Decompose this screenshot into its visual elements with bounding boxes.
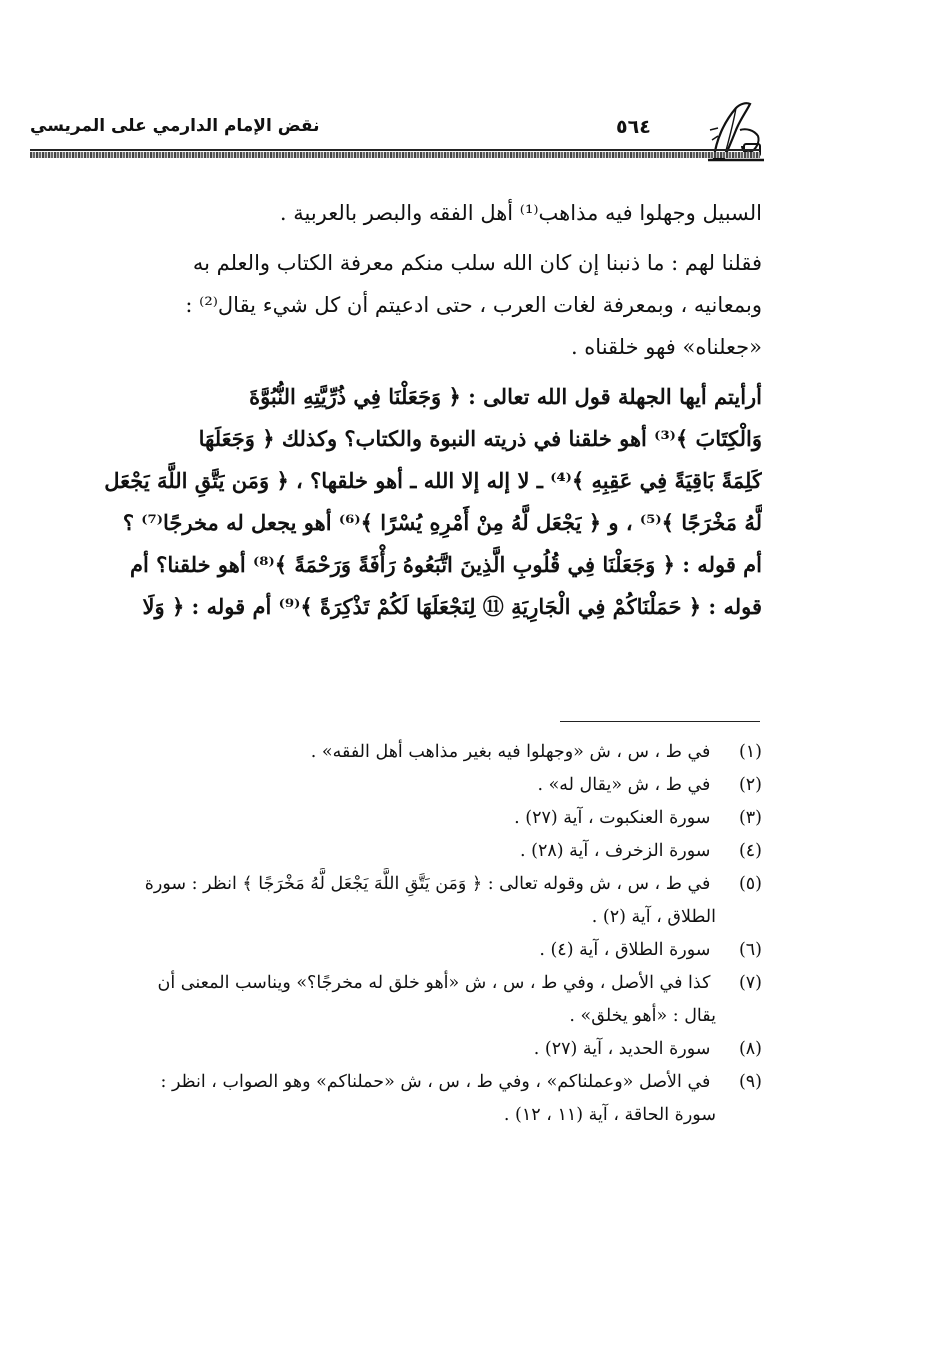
header-title: نقض الإمام الدارمي على المريسي [30, 116, 320, 136]
text-line: أم قوله : ﴿ وَجَعَلْنَا فِي قُلُوبِ الَّذِينَ اتَّبَعُوهُ رَأْفَةً وَرَحْمَةً ﴾⁽⁸⁾ أهو خلقنا؟ أم [130, 552, 762, 577]
footnote-text: سورة الحديد ، آية (٢٧) . [533, 1039, 711, 1059]
text-line: لَّهُ مَخْرَجًا ﴾⁽⁵⁾ ، و ﴿ يَجْعَل لَّهُ مِنْ أَمْرِهِ يُسْرًا ﴾⁽⁶⁾ أهو يجعل له مخرجًا⁽⁷⁾ ؟ [122, 510, 762, 535]
footnote [44, 967, 762, 1000]
footnote-number: (٧) [738, 973, 762, 993]
footnote-number: (٦) [738, 940, 762, 960]
footnote-text: في ط ، ش «يقال له» . [537, 775, 711, 795]
footnote [44, 736, 762, 769]
footnote [44, 934, 762, 967]
footnote [44, 1033, 762, 1066]
footnote-continuation: الطلاق ، آية (٢) . [591, 907, 716, 927]
footnote-text: كذا في الأصل ، وفي ط ، س ، ش «أهو خلق له مخرجًا؟» ويناسب المعنى أن [157, 973, 711, 993]
text-line: «جعلناه» فهو خلقناه . [570, 335, 762, 359]
footnote-number: (٢) [738, 775, 762, 795]
footnote-text: سورة الزخرف ، آية (٢٨) . [520, 841, 711, 861]
footnote [44, 868, 762, 901]
footnote-text: سورة العنكبوت ، آية (٢٧) . [514, 808, 711, 828]
footnote-number: (١) [738, 742, 762, 762]
footnote-continuation: سورة الحاقة ، آية (١١ ، ١٢) . [503, 1105, 716, 1125]
text-line: فقلنا لهم : ما ذنبنا إن كان الله سلب منكم معرفة الكتاب والعلم به [192, 251, 762, 275]
main-text [50, 192, 762, 628]
footnote-number: (٥) [738, 874, 762, 894]
footnote [44, 802, 762, 835]
footnote [44, 1066, 762, 1099]
footnote-text: في الأصل «وعملناكم» ، وفي ط ، س ، ش «حملناكم» وهو الصواب ، انظر : [160, 1072, 711, 1092]
header-rule [30, 149, 760, 151]
footnote-continuation: يقال : «أهو يخلق» . [569, 1006, 716, 1026]
footnote-number: (٩) [738, 1072, 762, 1092]
footnote [44, 835, 762, 868]
footnote-number: (٨) [738, 1039, 762, 1059]
footnote-number: (٣) [738, 808, 762, 828]
footnote-separator [560, 721, 760, 722]
footnotes [44, 736, 762, 1132]
header-ornamental-band [30, 152, 760, 158]
text-line: وَالْكِتَابَ ﴾⁽³⁾ أهو خلقنا في ذريته النبوة والكتاب؟ وكذلك ﴿ وَجَعَلَهَا [198, 426, 762, 451]
text-line: قوله : ﴿ حَمَلْنَاكُمْ فِي الْجَارِيَةِ ⑪ لِنَجْعَلَهَا لَكُمْ تَذْكِرَةً ﴾⁽⁹⁾ أم قوله : ﴿ وَلَا [142, 594, 762, 619]
text-line: أرأيتم أيها الجهلة قول الله تعالى : ﴿ وَجَعَلْنَا فِي ذُرِّيَّتِهِ النُّبُوَّةَ [249, 384, 762, 409]
footnote-text: في ط ، س ، ش وقوله تعالى : ﴿ وَمَن يَتَّقِ اللَّهَ يَجْعَل لَّهُ مَخْرَجًا ﴾ انظر : سورة [144, 874, 711, 894]
page-number: ٥٦٤ [616, 116, 651, 138]
footnote-text: سورة الطلاق ، آية (٤) . [539, 940, 711, 960]
footnote-number: (٤) [738, 841, 762, 861]
text-line: السبيل وجهلوا فيه مذاهب⁽¹⁾ أهل الفقه والبصر بالعربية . [279, 201, 762, 225]
text-line: وبمعانيه ، وبمعرفة لغات العرب ، حتى ادعيتم أن كل شيء يقال⁽²⁾ : [185, 293, 762, 317]
footnote [44, 769, 762, 802]
text-line: كَلِمَةً بَاقِيَةً فِي عَقِبِهِ ﴾⁽⁴⁾ ـ لا إله إلا الله ـ أهو خلقها؟ ، ﴿ وَمَن يَتَّقِ اللَّهَ يَجْعَل [104, 468, 762, 493]
running-header [30, 100, 765, 160]
footnote-text: في ط ، س ، ش «وجهلوا فيه بغير مذاهب أهل الفقه» . [310, 742, 711, 762]
